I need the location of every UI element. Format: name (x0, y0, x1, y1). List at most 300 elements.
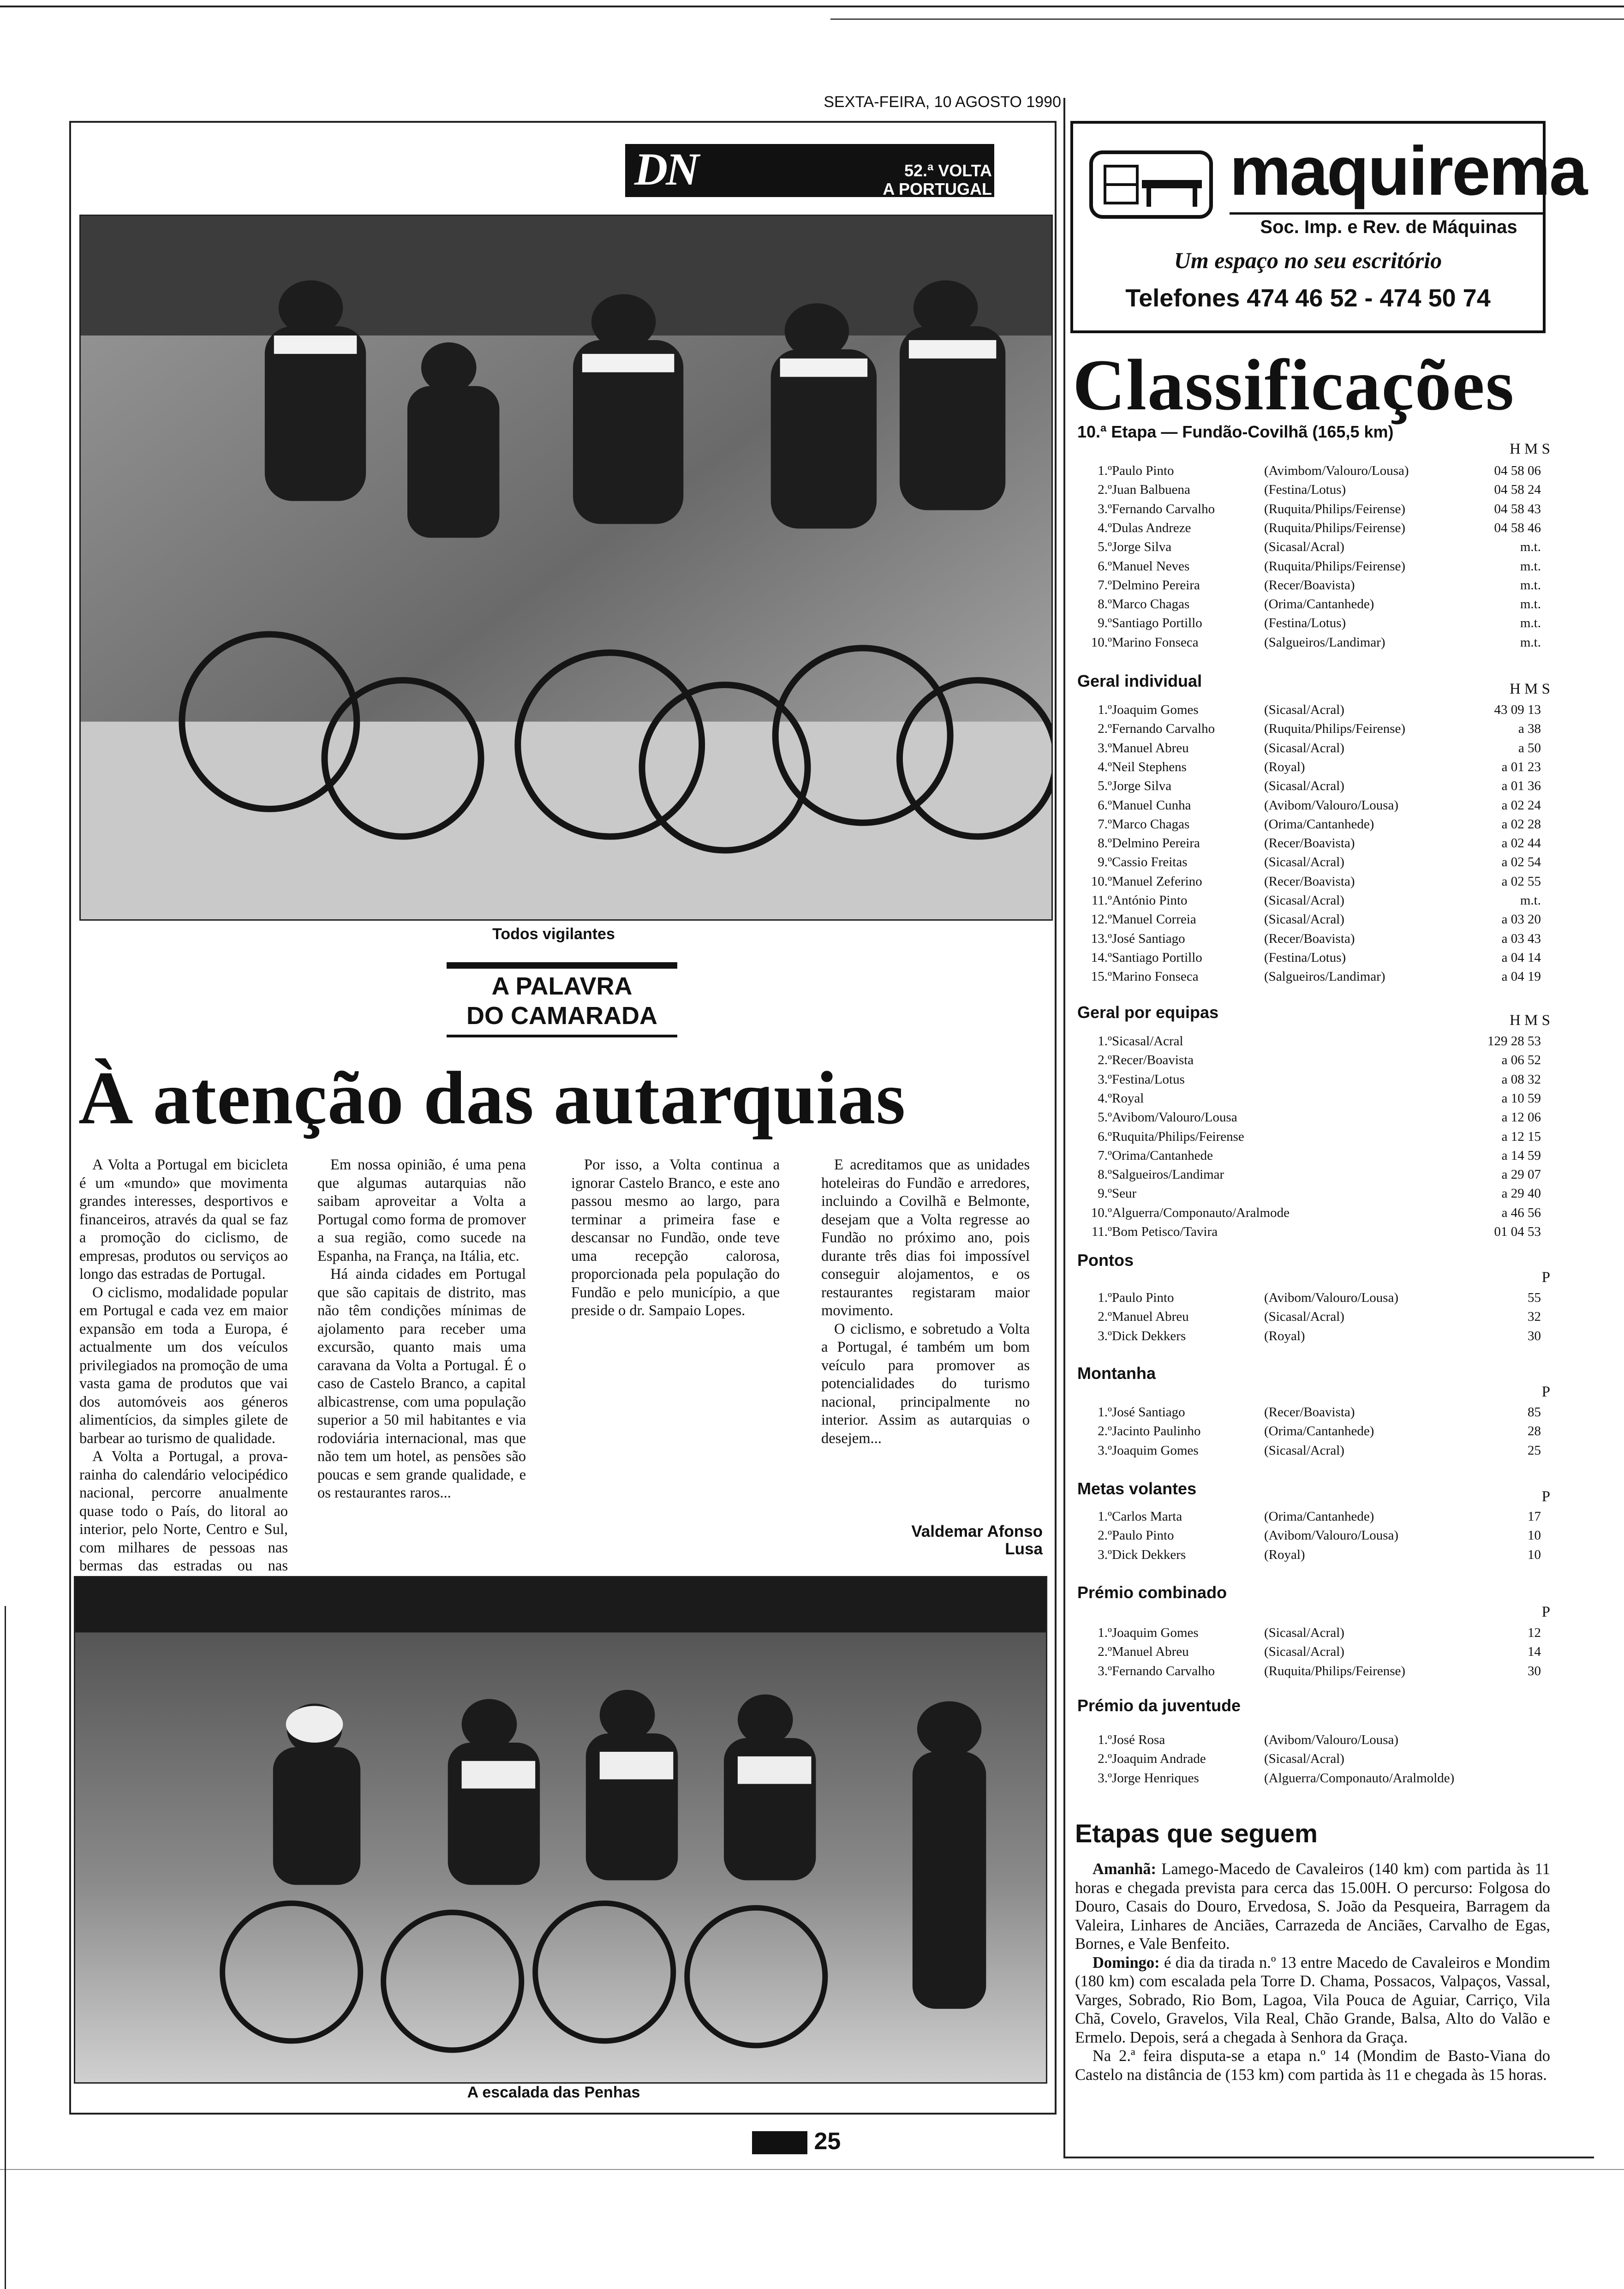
rank: 2.º (1098, 1309, 1112, 1324)
cyclists-photo-bottom-image (75, 1577, 1046, 2082)
classification-row (1080, 614, 1541, 633)
time-value: 43 09 13 (1494, 702, 1541, 717)
rank: 13.º (1091, 931, 1112, 946)
time-value: a 14 59 (1501, 1148, 1541, 1163)
team-name: (Ruquita/Philips/Feirense) (1264, 520, 1406, 535)
rider-name: Juan Balbuena (1112, 482, 1190, 497)
team-name: (Recer/Boavista) (1264, 836, 1355, 851)
rank: 7.º (1098, 816, 1112, 832)
rank: 11.º (1091, 1224, 1112, 1239)
rider-name: Paulo Pinto (1112, 1290, 1174, 1305)
section-heading-metas-volantes: Metas volantes (1077, 1479, 1197, 1498)
article-column-2 (317, 1156, 526, 1503)
classification-row (1080, 1441, 1541, 1460)
rider-name: Manuel Abreu (1112, 740, 1189, 755)
section-heading-pontos: Pontos (1077, 1251, 1134, 1270)
team-name: (Orima/Cantanhede) (1264, 597, 1374, 612)
team-name: (Sicasal/Acral) (1264, 1443, 1344, 1458)
rider-name: Salgueiros/Landimar (1112, 1167, 1224, 1182)
rank: 3.º (1098, 1443, 1112, 1458)
etapas-lead: Amanhã: (1093, 1860, 1157, 1878)
classification-row (1080, 500, 1541, 519)
column-header-line1: A PALAVRA (491, 972, 633, 1000)
rank: 6.º (1098, 558, 1112, 574)
classification-row (1080, 815, 1541, 834)
classification-row (1080, 595, 1541, 614)
rank: 5.º (1098, 539, 1112, 555)
time-value: a 46 56 (1501, 1205, 1541, 1220)
team-name: (Royal) (1264, 1328, 1305, 1343)
section-heading-etapa: 10.ª Etapa — Fundão-Covilhã (165,5 km) (1077, 422, 1394, 441)
rank: 5.º (1098, 779, 1112, 794)
classification-row (1080, 1546, 1541, 1564)
time-value: 04 58 06 (1494, 463, 1541, 478)
rank: 10.º (1091, 874, 1112, 889)
rank: 8.º (1098, 836, 1112, 851)
time-value: a 10 59 (1501, 1091, 1541, 1106)
rider-name: Jacinto Paulinho (1112, 1424, 1201, 1439)
rider-name: Paulo Pinto (1112, 1528, 1174, 1543)
rider-name: Manuel Cunha (1112, 797, 1191, 813)
section-heading-geral-equipas: Geral por equipas (1077, 1003, 1219, 1022)
rank: 7.º (1098, 577, 1112, 593)
rider-name: Jorge Silva (1112, 539, 1172, 555)
classification-row (1080, 1032, 1541, 1051)
classification-row (1080, 480, 1541, 499)
classification-row (1080, 891, 1541, 910)
time-value: 01 04 53 (1494, 1224, 1541, 1239)
byline-author: Valdemar Afonso (911, 1522, 1043, 1540)
rider-name: José Santiago (1112, 931, 1185, 946)
time-value: m.t. (1520, 616, 1541, 631)
rank: 8.º (1098, 597, 1112, 612)
team-name: (Avibom/Valouro/Lousa) (1264, 1528, 1399, 1543)
rider-name: Manuel Abreu (1112, 1644, 1189, 1660)
article-byline (821, 1523, 1043, 1558)
team-name: (Orima/Cantanhede) (1264, 816, 1374, 832)
rank: 6.º (1098, 797, 1112, 813)
team-name: (Recer/Boavista) (1264, 1405, 1355, 1420)
team-name: (Orima/Cantanhede) (1264, 1424, 1374, 1439)
classification-row (1080, 1288, 1541, 1307)
time-value: 55 (1528, 1290, 1541, 1305)
rank: 5.º (1098, 1110, 1112, 1125)
classification-row (1080, 834, 1541, 853)
team-name: (Avibom/Valouro/Lousa) (1264, 1732, 1399, 1747)
team-name: (Recer/Boavista) (1264, 931, 1355, 946)
rider-name: Joaquim Andrade (1112, 1751, 1206, 1767)
rider-name: Marco Chagas (1112, 816, 1190, 832)
team-name: (Sicasal/Acral) (1264, 855, 1344, 870)
rank: 1.º (1098, 1405, 1112, 1420)
section-heading-montanha: Montanha (1077, 1364, 1156, 1383)
team-name: (Ruquita/Philips/Feirense) (1264, 1663, 1406, 1678)
etapas-body: Lamego-Macedo de Cavaleiros (140 km) com partida às 11 horas e chegada prevista para cerca das 15.00H. O percurso: Folgosa do Douro, Casais do Douro, Ervedosa, S. João da Pesqueira, Barragem da Valeira, Linhares de Anciães, Carrazeda de Anciães, Carvalho de Egas, Bornes, e Vale Benfeito. (1075, 1860, 1550, 1953)
time-value: m.t. (1520, 539, 1541, 555)
photo-caption-bottom: A escalada das Penhas (467, 2084, 640, 2101)
classification-row (1080, 1507, 1541, 1526)
team-name: (Sicasal/Acral) (1264, 912, 1344, 927)
team-name: (Recer/Boavista) (1264, 874, 1355, 889)
rank: 15.º (1091, 969, 1112, 984)
classification-row (1080, 1146, 1541, 1165)
column-header-rule (447, 1035, 677, 1037)
rider-name: Manuel Abreu (1112, 1309, 1189, 1324)
team-name: (Ruquita/Philips/Feirense) (1264, 721, 1406, 737)
section-heading-premio-combinado: Prémio combinado (1077, 1583, 1227, 1602)
ad-subtitle: Soc. Imp. e Rev. de Máquinas (1260, 217, 1517, 237)
section-logo: DN (634, 144, 698, 195)
article-paragraph: O ciclismo, e sobretudo a Volta a Portugal, é também um bom veículo para promover as potencialidades do turismo nacional, principalmente no interior. Assim as autarquias o desejem... (821, 1320, 1030, 1447)
time-value: m.t. (1520, 558, 1541, 574)
page-date: SEXTA-FEIRA, 10 AGOSTO 1990 (824, 93, 1061, 111)
time-value: 10 (1528, 1547, 1541, 1562)
time-value: a 01 23 (1501, 759, 1541, 774)
rider-name: Orima/Cantanhede (1112, 1148, 1213, 1163)
article-paragraph: Por isso, a Volta continua a ignorar Castelo Branco, e este ano passou mesmo ao largo, para terminar a primeira fase e descansar no Fundão, onde teve uma recepção calorosa, proporcionada pela população do Fundão e pelo município, a que preside o dr. Sampaio Lopes. (571, 1156, 780, 1319)
time-value: a 12 06 (1501, 1110, 1541, 1125)
time-value: 17 (1528, 1509, 1541, 1524)
classification-row (1080, 1731, 1541, 1750)
unit-label: P (1541, 1384, 1550, 1400)
rider-name: Joaquim Gomes (1112, 702, 1199, 717)
etapas-paragraph (1075, 1860, 1550, 1953)
classification-row (1080, 1184, 1541, 1203)
classification-row (1080, 576, 1541, 595)
newspaper-logo-icon (752, 2131, 807, 2154)
time-value: 04 58 43 (1494, 501, 1541, 516)
classification-row (1080, 1165, 1541, 1184)
ad-slogan: Um espaço no seu escritório (1174, 247, 1442, 273)
race-title-line1: 52.ª VOLTA (904, 161, 992, 180)
rank: 1.º (1098, 702, 1112, 717)
rank: 3.º (1098, 1547, 1112, 1562)
rank: 1.º (1098, 1034, 1112, 1049)
classification-row (1080, 910, 1541, 929)
classification-row (1080, 853, 1541, 872)
classification-row (1080, 1624, 1541, 1642)
classification-row (1080, 1070, 1541, 1089)
article-column-4 (821, 1156, 1030, 1448)
race-title (812, 162, 992, 198)
rider-name: Marino Fonseca (1112, 635, 1199, 650)
etapas-body: é dia da tirada n.º 13 entre Macedo de Cavaleiros e Mondim (180 km) com escalada pela Torre D. Chama, Possacos, Valpaços, Vassal, Varges, Sobrado, Rio Bom, Lagoa, Vila Pouca de Aguiar, Carriço, Vila Chã, Covelo, Gravelos, Vila Real, Chão Grande, Balsa, Alto do Valão e Ermelo. Depois, será a chegada à Senhora da Graça. (1075, 1953, 1550, 2046)
classification-row (1080, 1108, 1541, 1127)
rank: 6.º (1098, 1129, 1112, 1144)
rank: 9.º (1098, 855, 1112, 870)
rank: 2.º (1098, 1644, 1112, 1660)
column-header-line2: DO CAMARADA (466, 1002, 657, 1030)
rider-name: Manuel Neves (1112, 558, 1190, 574)
rider-name: Bom Petisco/Tavira (1112, 1224, 1218, 1239)
top-rule-secondary (830, 18, 1624, 20)
rider-name: Cassio Freitas (1112, 855, 1188, 870)
classification-row (1080, 948, 1541, 967)
article-paragraph: Há ainda cidades em Portugal que são capitais de distrito, mas não têm condições mínimas de ajolamento para receber uma excursão, quanto mais uma caravana da Volta a Portugal. É o caso de Castelo Branco, a capital albicastrense, com uma população superior a 50 mil habitantes e via rodoviária internacional, mas que não tem um hotel, as pensões são poucas e sem grande qualidade, e os restaurantes raros... (317, 1266, 526, 1501)
classification-row (1080, 872, 1541, 891)
rider-name: Dulas Andreze (1112, 520, 1191, 535)
team-name: (Sicasal/Acral) (1264, 1751, 1344, 1767)
column-header (447, 971, 677, 1031)
time-value: a 02 54 (1501, 855, 1541, 870)
classification-row (1080, 1089, 1541, 1108)
rank: 3.º (1098, 740, 1112, 755)
team-name: (Sicasal/Acral) (1264, 779, 1344, 794)
rider-name: José Santiago (1112, 1405, 1185, 1420)
time-value: 12 (1528, 1625, 1541, 1640)
rider-name: Santiago Portillo (1112, 950, 1202, 965)
rank: 9.º (1098, 616, 1112, 631)
rank: 4.º (1098, 1091, 1112, 1106)
ad-brand-rule (1230, 212, 1543, 215)
top-rule (0, 6, 1624, 7)
time-value: m.t. (1520, 577, 1541, 593)
time-value: a 02 44 (1501, 836, 1541, 851)
classification-row (1080, 519, 1541, 538)
rank: 3.º (1098, 1663, 1112, 1678)
rider-name: Alguerra/Componauto/Aralmode (1112, 1205, 1290, 1220)
time-value: 04 58 24 (1494, 482, 1541, 497)
rank: 12.º (1091, 912, 1112, 927)
rank: 3.º (1098, 1770, 1112, 1786)
team-name: (Alguerra/Componauto/Aralmolde) (1264, 1770, 1455, 1786)
cyclists-photo-top-image (81, 216, 1051, 919)
classification-row (1080, 1403, 1541, 1422)
article-paragraph: A Volta a Portugal em bicicleta é um «mundo» que movimenta grandes interesses, desportivos e financeiros, através da qual se faz a promoção do ciclismo, de empresas, produtos ou serviços ao longo das estradas de Portugal. (79, 1156, 288, 1282)
unit-label: P (1541, 1488, 1550, 1505)
article-headline: À atenção das autarquias (78, 1056, 906, 1140)
rider-name: Jorge Silva (1112, 779, 1172, 794)
rank: 1.º (1098, 1625, 1112, 1640)
time-value: a 02 28 (1501, 816, 1541, 832)
classification-row (1080, 739, 1541, 758)
section-heading-geral-individual: Geral individual (1077, 671, 1202, 690)
time-value: 25 (1528, 1443, 1541, 1458)
rider-name: Carlos Marta (1112, 1509, 1182, 1524)
article-column-3 (571, 1156, 780, 1320)
team-name: (Royal) (1264, 1547, 1305, 1562)
classification-row (1080, 1662, 1541, 1681)
rider-name: Jorge Henriques (1112, 1770, 1199, 1786)
team-name: (Sicasal/Acral) (1264, 740, 1344, 755)
bottom-rule (0, 2169, 1624, 2170)
rider-name: Paulo Pinto (1112, 463, 1174, 478)
rider-name: Seur (1112, 1186, 1137, 1201)
classification-row (1080, 796, 1541, 815)
rank: 2.º (1098, 482, 1112, 497)
time-value: 30 (1528, 1663, 1541, 1678)
time-value: a 03 43 (1501, 931, 1541, 946)
team-name: (Avibom/Valouro/Lousa) (1264, 797, 1399, 813)
time-value: a 04 14 (1501, 950, 1541, 965)
etapas-paragraph (1075, 2047, 1550, 2084)
classification-row (1080, 1642, 1541, 1661)
time-value: a 29 40 (1501, 1186, 1541, 1201)
time-value: a 29 07 (1501, 1167, 1541, 1182)
team-name: (Royal) (1264, 759, 1305, 774)
rank: 4.º (1098, 520, 1112, 535)
time-value: a 04 19 (1501, 969, 1541, 984)
time-value: a 50 (1518, 740, 1541, 755)
unit-label: H M S (1509, 1012, 1550, 1029)
rider-name: Fernando Carvalho (1112, 721, 1215, 737)
time-value: 30 (1528, 1328, 1541, 1343)
rider-name: Fernando Carvalho (1112, 1663, 1215, 1678)
classification-row (1080, 929, 1541, 948)
column-header-bar (447, 962, 677, 969)
rank: 4.º (1098, 759, 1112, 774)
rider-name: Joaquim Gomes (1112, 1625, 1199, 1640)
team-name: (Sicasal/Acral) (1264, 1644, 1344, 1660)
rider-name: Royal (1112, 1091, 1144, 1106)
classification-row (1080, 1327, 1541, 1346)
rank: 14.º (1091, 950, 1112, 965)
time-value: 04 58 46 (1494, 520, 1541, 535)
rank: 2.º (1098, 1751, 1112, 1767)
rank: 3.º (1098, 1328, 1112, 1343)
classifications-title: Classificações (1073, 345, 1515, 425)
rank: 8.º (1098, 1167, 1112, 1182)
rider-name: Delmino Pereira (1112, 577, 1200, 593)
rider-name: Neil Stephens (1112, 759, 1187, 774)
rank: 10.º (1091, 635, 1112, 650)
etapas-body: Na 2.ª feira disputa-se a etapa n.º 14 (Mondim de Basto-Viana do Castelo na distância de (153 km) com partida às 11 e chegada às 15 horas. (1075, 2047, 1550, 2084)
classification-row (1080, 633, 1541, 652)
article-paragraph: Em nossa opinião, é uma pena que algumas autarquias não saibam aproveitar a Volta a Portugal como forma de promover a sua região, como sucede na Espanha, na França, na Itália, etc. (317, 1156, 526, 1264)
rank: 1.º (1098, 1509, 1112, 1524)
classification-row (1080, 1051, 1541, 1070)
rank: 10.º (1091, 1205, 1112, 1220)
rider-name: Ruquita/Philips/Feirense (1112, 1129, 1244, 1144)
rank: 2.º (1098, 1528, 1112, 1543)
cyclists-photo-bottom (74, 1576, 1047, 2084)
time-value: m.t. (1520, 635, 1541, 650)
time-value: a 02 24 (1501, 797, 1541, 813)
rider-name: Manuel Correia (1112, 912, 1196, 927)
rank: 7.º (1098, 1148, 1112, 1163)
rider-name: Santiago Portillo (1112, 616, 1202, 631)
rank: 2.º (1098, 721, 1112, 737)
etapas-title: Etapas que seguem (1075, 1819, 1318, 1848)
rank: 2.º (1098, 1424, 1112, 1439)
classification-row (1080, 1127, 1541, 1146)
time-value: 28 (1528, 1424, 1541, 1439)
rider-name: Avibom/Valouro/Lousa (1112, 1110, 1237, 1125)
section-heading-premio-juventude: Prémio da juventude (1077, 1696, 1241, 1715)
classification-row (1080, 1422, 1541, 1441)
classification-row (1080, 777, 1541, 796)
rank: 1.º (1098, 1290, 1112, 1305)
team-name: (Salgueiros/Landimar) (1264, 969, 1385, 984)
time-value: 85 (1528, 1405, 1541, 1420)
time-value: 10 (1528, 1528, 1541, 1543)
time-value: a 38 (1518, 721, 1541, 737)
classification-row (1080, 967, 1541, 986)
time-value: 129 28 53 (1487, 1034, 1541, 1049)
team-name: (Sicasal/Acral) (1264, 702, 1344, 717)
team-name: (Ruquita/Philips/Feirense) (1264, 501, 1406, 516)
unit-label: H M S (1509, 681, 1550, 697)
page-number-value: 25 (814, 2128, 841, 2155)
rider-name: Sicasal/Acral (1112, 1034, 1183, 1049)
rider-name: Recer/Boavista (1112, 1053, 1194, 1068)
classification-row (1080, 538, 1541, 557)
time-value: 14 (1528, 1644, 1541, 1660)
time-value: a 01 36 (1501, 779, 1541, 794)
article-paragraph: E acreditamos que as unidades hoteleiras do Fundão e arredores, incluindo a Covilhã e Belmonte, desejam que a Volta regresse ao Fundão no próximo ano, pois durante três dias foi impossível conseguir alojamentos, e os restaurantes registaram maior movimento. (821, 1156, 1030, 1319)
rider-name: Festina/Lotus (1112, 1072, 1185, 1087)
cyclists-photo-top (79, 215, 1053, 921)
time-value: a 03 20 (1501, 912, 1541, 927)
rank: 3.º (1098, 1072, 1112, 1087)
ad-brand: maquirema (1230, 132, 1587, 210)
margin-mark (5, 1606, 6, 2289)
time-value: a 12 15 (1501, 1129, 1541, 1144)
team-name: (Salgueiros/Landimar) (1264, 635, 1385, 650)
unit-label: P (1541, 1604, 1550, 1620)
office-furniture-icon (1082, 138, 1220, 231)
time-value: m.t. (1520, 597, 1541, 612)
classification-row (1080, 461, 1541, 480)
team-name: (Sicasal/Acral) (1264, 893, 1344, 908)
rank: 1.º (1098, 463, 1112, 478)
rider-name: Dick Dekkers (1112, 1328, 1186, 1343)
unit-label: P (1541, 1269, 1550, 1286)
ad-phones: Telefones 474 46 52 - 474 50 74 (1125, 284, 1491, 312)
classification-row (1080, 1222, 1541, 1241)
time-value: a 08 32 (1501, 1072, 1541, 1087)
rider-name: Marco Chagas (1112, 597, 1190, 612)
rider-name: Delmino Pereira (1112, 836, 1200, 851)
classification-row (1080, 557, 1541, 576)
race-title-line2: A PORTUGAL (883, 180, 992, 198)
unit-label: H M S (1509, 441, 1550, 457)
etapas-paragraph (1075, 1953, 1550, 2047)
team-name: (Festina/Lotus) (1264, 616, 1346, 631)
classification-row (1080, 701, 1541, 719)
rider-name: Dick Dekkers (1112, 1547, 1186, 1562)
rank: 9.º (1098, 1186, 1112, 1201)
time-value: 32 (1528, 1309, 1541, 1324)
team-name: (Ruquita/Philips/Feirense) (1264, 558, 1406, 574)
classification-row (1080, 719, 1541, 738)
rider-name: José Rosa (1112, 1732, 1165, 1747)
classification-row (1080, 1526, 1541, 1545)
classification-row (1080, 1769, 1541, 1788)
rider-name: Marino Fonseca (1112, 969, 1199, 984)
rank: 11.º (1091, 893, 1112, 908)
classification-row (1080, 1750, 1541, 1768)
rider-name: Joaquim Gomes (1112, 1443, 1199, 1458)
team-name: (Sicasal/Acral) (1264, 1625, 1344, 1640)
time-value: a 02 55 (1501, 874, 1541, 889)
rank: 2.º (1098, 1053, 1112, 1068)
etapas-text (1075, 1860, 1550, 2084)
article-paragraph: O ciclismo, modalidade popular em Portugal e cada vez em maior expansão em toda a Europa, é actualmente um dos veículos privilegiados na promoção de uma vasta gama de produtos que vai dos automóveis aos géneros alimentícios, da simples gilete de barbear ao turismo de qualidade. (79, 1284, 288, 1447)
team-name: (Avibom/Valouro/Lousa) (1264, 1290, 1399, 1305)
classification-row (1080, 1204, 1541, 1222)
classification-row (1080, 1307, 1541, 1326)
byline-agency: Lusa (1005, 1540, 1043, 1558)
team-name: (Sicasal/Acral) (1264, 539, 1344, 555)
team-name: (Festina/Lotus) (1264, 950, 1346, 965)
rank: 1.º (1098, 1732, 1112, 1747)
team-name: (Orima/Cantanhede) (1264, 1509, 1374, 1524)
article-paragraph: A Volta a Portugal, a prova-rainha do calendário velocipédico nacional, percorre anualmente quase todo o País, do litoral ao interior, pelo Norte, Centro e Sul, com milhares de pessoas nas bermas das estradas ou nas (79, 1448, 288, 1574)
rank: 3.º (1098, 501, 1112, 516)
team-name: (Recer/Boavista) (1264, 577, 1355, 593)
page-number (752, 2127, 872, 2155)
